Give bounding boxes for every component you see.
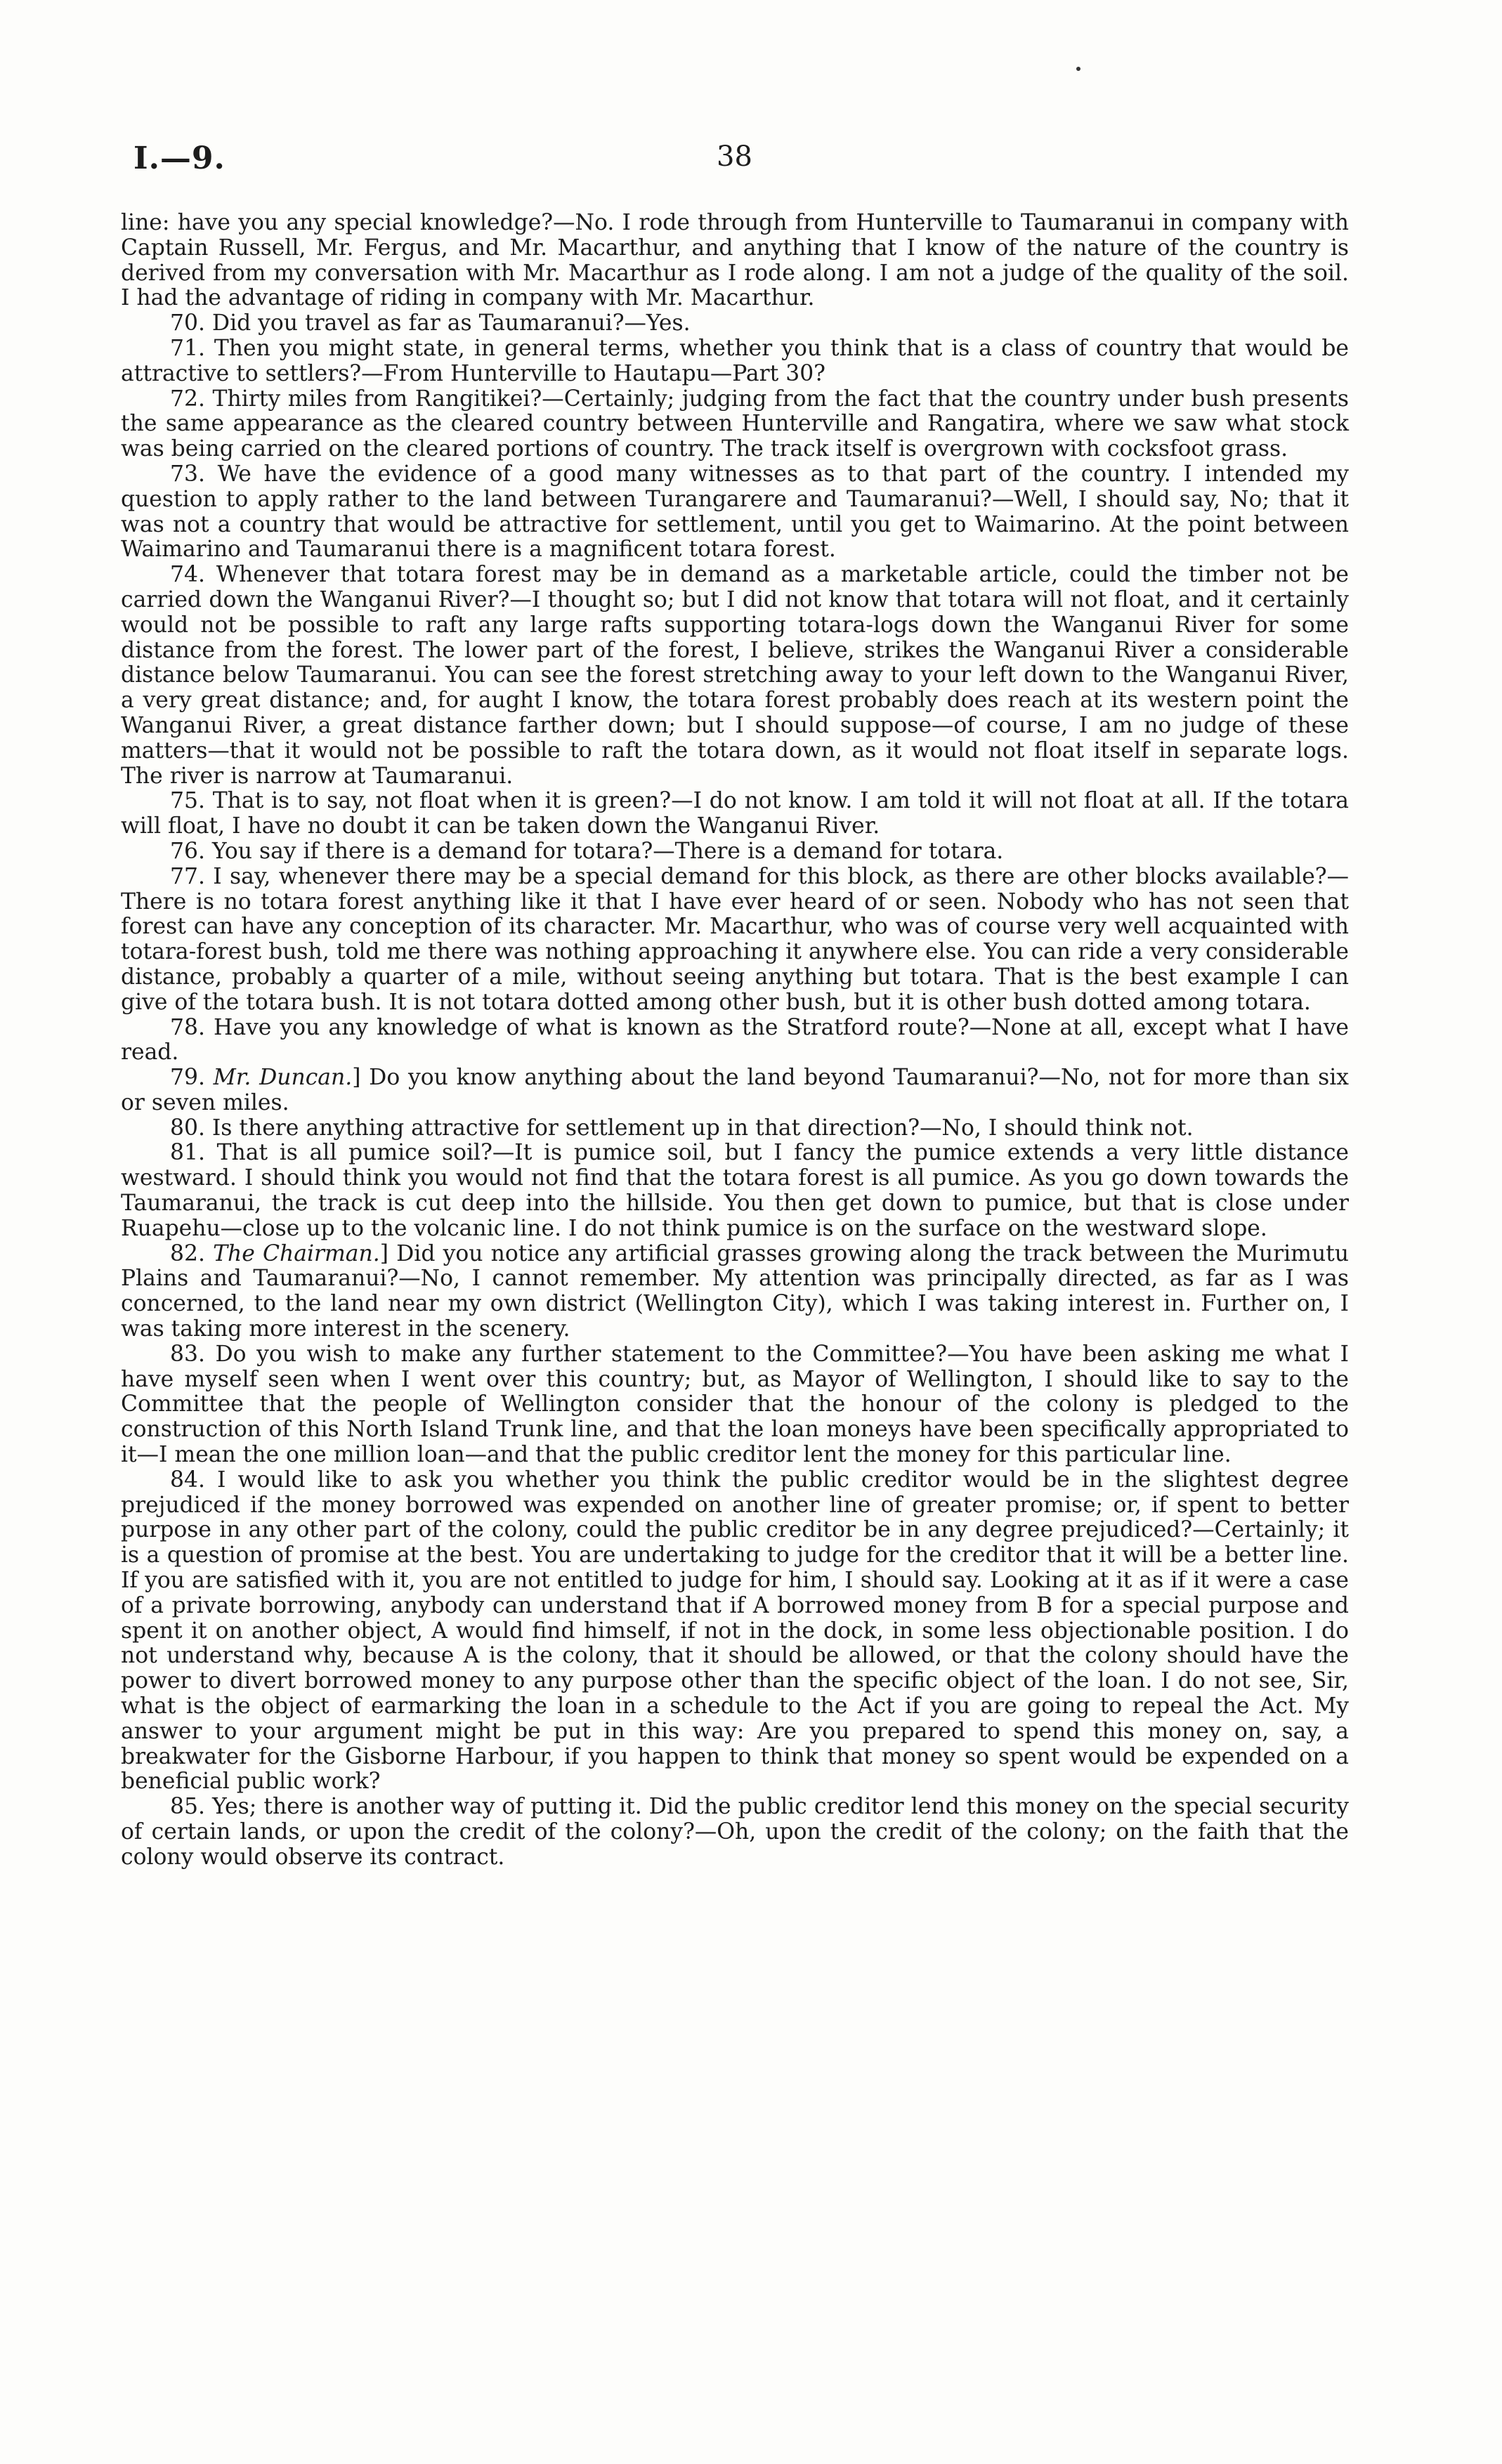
question-79 [121,1066,1349,1116]
question-70: 70. Did you travel as far as Taumaranui?—Yes. [170,310,691,336]
question-80: 80. Is there anything attractive for settlement up in that direction?—No, I should think not. [170,1115,1194,1141]
question-77: 77. I say, whenever there may be a special demand for this block, as there are other blocks available?—There is no totara forest anything like it that I have ever heard of or seen. Nobody who has not seen that forest can have any conception of its character. Mr. Macarthur, who was of course very well acquainted with totara-forest bush, told me there was nothing approaching it anywhere else. You can ride a very considerable distance, probably a quarter of a mile, without seeing anything but totara. That is the best example I can give of the totara bush. It is not totara dotted among other bush, but it is other bush dotted among totara. [121,863,1349,1015]
paragraph-continuation: line: have you any special knowledge?—No. I rode through from Hunterville to Taumaranui in company with Captain Russell, Mr. Fergus, and Mr. Macarthur, and anything that I know of the nature of the country is derived from my conversation with Mr. Macarthur as I rode along. I am not a judge of the quality of the soil. I had the advantage of riding in company with Mr. Macarthur. [121,210,1349,311]
question-83: 83. Do you wish to make any further statement to the Committee?—You have been asking me what I have myself seen when I went over this country; but, as Mayor of Wellington, I should like to say to the Committee that the people of Wellington consider that the honour of the colony is pledged to the construction of this North Island Trunk line, and that the loan moneys have been specifically appropriated to it—I mean the one million loan—and that the public creditor lent the money for this particular line. [121,1341,1349,1468]
question-75: 75. That is to say, not float when it is green?—I do not know. I am told it will not float at all. If the totara will float, I have no doubt it can be taken down the Wanganui River. [121,788,1349,839]
question-73: 73. We have the evidence of a good many witnesses as to that part of the country. I intended my question to apply rather to the land between Turangarere and Taumaranui?—Well, I should say, No; that it was not a country that would be attractive for settlement, until you get to Waimarino. At the point between Waimarino and Taumaranui there is a magnificent totara forest. [121,461,1349,563]
question-text: ] Do you know anything about the land beyond Taumaranui?—No, not for more than six or seven miles. [121,1065,1350,1115]
question-number: 79. [170,1065,205,1091]
speaker-name: Mr. Duncan. [213,1065,353,1091]
question-85: 85. Yes; there is another way of putting it. Did the public creditor lend this money on the special security of certain lands, or upon the credit of the colony?—Oh, upon the credit of the colony; on the faith that the colony would observe its contract. [121,1794,1349,1870]
question-81: 81. That is all pumice soil?—It is pumice soil, but I fancy the pumice extends a very little distance westward. I should think you would not find that the totara forest is all pumice. As you go down towards the Taumaranui, the track is cut deep into the hillside. You then get down to pumice, but that is close under Ruapehu—close up to the volcanic line. I do not think pumice is on the surface on the westward slope. [121,1140,1349,1241]
question-71: 71. Then you might state, in general terms, whether you think that is a class of country that would be attractive to settlers?—From Hunterville to Hautapu—Part 30? [121,335,1349,386]
question-number: 82. [170,1240,205,1266]
question-74: 74. Whenever that totara forest may be in demand as a marketable article, could the timber not be carried down the Wanganui River?—I thought so; but I did not know that totara will not float, and it certainly would not be possible to raft any large rafts supporting totara-logs down the Wanganui River for some distance from the forest. The lower part of the forest, I believe, strikes the Wanganui River a considerable distance below Taumaranui. You can see the forest stretching away to your left down to the Wanganui River, a very great distance; and, for aught I know, the totara forest probably does reach at its western point the Wanganui River, a great distance farther down; but I should suppose—of course, I am no judge of these matters—that it would not be possible to raft the totara down, as it would not float itself in separate logs. The river is narrow at Taumaranui. [121,562,1349,789]
question-76: 76. You say if there is a demand for totara?—There is a demand for totara. [170,838,1004,864]
question-72: 72. Thirty miles from Rangitikei?—Certainly; judging from the fact that the country under bush presents the same appearance as the cleared country between Hunterville and Rangatira, where we saw what stock was being carried on the cleared portions of country. The track itself is overgrown with cocksfoot grass. [121,386,1349,462]
testimony-body [121,211,1349,1870]
question-82 [121,1242,1349,1342]
paper-speck [1076,67,1080,71]
question-text: ] Did you notice any artificial grasses growing along the track between the Murimutu Plains and Taumaranui?—No, I cannot remember. My attention was principally directed, as far as I was concerned, to the land near my own district (Wellington City), which I was taking interest in. Further on, I was taking more interest in the scenery. [121,1240,1349,1342]
page-number: 38 [717,140,752,173]
question-78: 78. Have you any knowledge of what is known as the Stratford route?—None at all, except what I have read. [121,1014,1349,1066]
document-reference: I.—9. [133,140,226,176]
question-84: 84. I would like to ask you whether you think the public creditor would be in the slightest degree prejudiced if the money borrowed was expended on another line of greater promise; or, if spent to better purpose in any other part of the colony, could the public creditor be in any degree prejudiced?—Certainly; it is a question of promise at the best. You are undertaking to judge for the creditor that it will be a better line. If you are satisfied with it, you are not entitled to judge for him, I should say. Looking at it as if it were a case of a private borrowing, anybody can understand that if A borrowed money from B for a special purpose and spent it on another object, A would find himself, if not in the dock, in some less objectionable position. I do not understand why, because A is the colony, that it should be allowed, or that the colony should have the power to divert borrowed money to any purpose other than the specific object of the loan. I do not see, Sir, what is the object of earmarking the loan in a schedule to the Act if you are going to repeal the Act. My answer to your argument might be put in this way: Are you prepared to spend this money on, say, a breakwater for the Gisborne Harbour, if you happen to think that money so spent would be expended on a beneficial public work? [121,1467,1349,1795]
speaker-name: The Chairman. [213,1240,380,1266]
page-header [133,140,1349,183]
